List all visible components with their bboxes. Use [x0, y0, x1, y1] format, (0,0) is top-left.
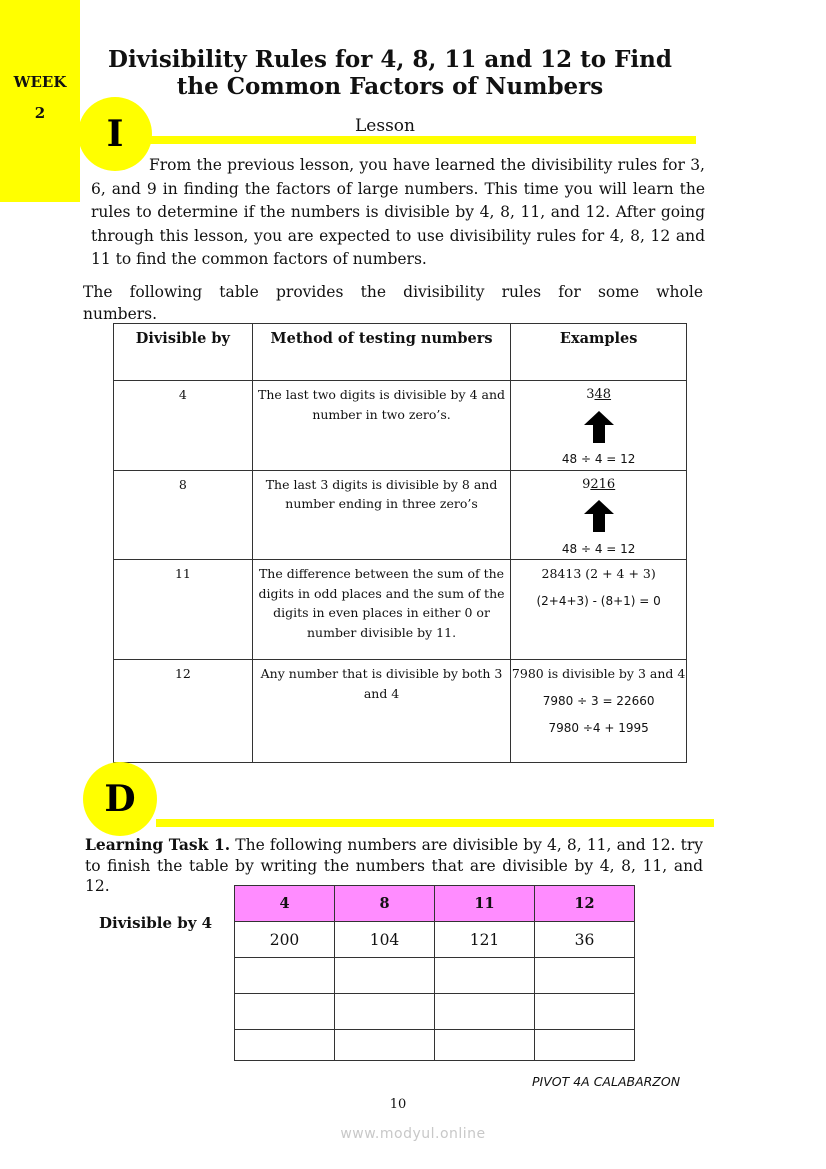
- rule-divisor: 12: [114, 660, 253, 763]
- rule-row-12: [114, 660, 687, 763]
- intro-paragraph-text: From the previous lesson, you have learned the divisibility rules for 3, 6, and 9 in finding the factors of large numbers. This time you will learn the rules to determine if the numbers is divisible by 4, 8, 11, and 12. After going through this lesson, you are expected to use divisibility rules for 4, 8, 12 and 11 to find the common factors of numbers.: [91, 156, 705, 268]
- divisible-row-label: Divisible by 4: [99, 914, 213, 932]
- header-divisible-by: Divisible by: [114, 324, 253, 381]
- example-calc: 48 ÷ 4 = 12: [561, 541, 636, 556]
- rule-row-11: [114, 560, 687, 660]
- title-line-2: the Common Factors of Numbers: [176, 73, 604, 100]
- task-header-12: 12: [535, 886, 635, 922]
- watermark: www.modyul.online: [340, 1126, 486, 1142]
- learning-task-text: The following numbers are divisible by 4, 8, 11, and 12. try to finish the table by writing the numbers that are divisible by 4, 8, 11, and 12.: [85, 836, 703, 895]
- task-cell-empty[interactable]: [535, 994, 635, 1030]
- example-line-2: 7980 ÷ 3 = 22660: [542, 693, 655, 708]
- task-cell-empty[interactable]: [235, 958, 335, 994]
- rule-method: The difference between the sum of the digits in odd places and the sum of the digits in even places in either 0 or number divisible by 11.: [252, 560, 510, 660]
- intro-paragraph: [91, 154, 705, 272]
- example-line-1: 28413 (2 + 4 + 3): [541, 566, 656, 581]
- rule-example: [511, 560, 687, 660]
- task-row-blank: [235, 994, 635, 1030]
- example-number: 348: [586, 387, 612, 402]
- up-arrow-icon: [584, 411, 614, 443]
- rule-method: The last two digits is divisible by 4 and number in two zero’s.: [252, 381, 510, 471]
- task-cell-empty[interactable]: [335, 1030, 435, 1061]
- task-header-row: [235, 886, 635, 922]
- example-line-3: 7980 ÷4 + 1995: [548, 721, 649, 735]
- rules-header-row: [114, 324, 687, 381]
- lesson-heading: Lesson: [355, 116, 415, 136]
- section-i-bar: [150, 136, 696, 144]
- week-label: WEEK: [13, 73, 67, 91]
- example-calc: 48 ÷ 4 = 12: [561, 452, 636, 466]
- rule-row-8: [114, 470, 687, 560]
- up-arrow-icon: [584, 500, 614, 532]
- task-cell: 121: [435, 922, 535, 958]
- rule-divisor: 8: [114, 470, 253, 560]
- task-cell-empty[interactable]: [235, 994, 335, 1030]
- rule-row-4: [114, 381, 687, 471]
- task-cell-empty[interactable]: [435, 1030, 535, 1061]
- example-number: 9216: [582, 476, 616, 492]
- week-number: 2: [34, 104, 46, 122]
- task-cell-empty[interactable]: [535, 1030, 635, 1061]
- task-cell-empty[interactable]: [235, 1030, 335, 1061]
- footer-source: PIVOT 4A CALABARZON: [532, 1074, 681, 1089]
- task-row-blank: [235, 1030, 635, 1061]
- example-line-2: (2+4+3) - (8+1) = 0: [536, 593, 661, 608]
- task-header-4: 4: [235, 886, 335, 922]
- section-i-badge: I: [78, 97, 152, 171]
- task-header-11: 11: [435, 886, 535, 922]
- task-cell-empty[interactable]: [535, 958, 635, 994]
- table-intro-line-1: The following table provides the divisibility rules for some whole: [83, 283, 703, 301]
- learning-task-title: Learning Task 1.: [85, 835, 231, 854]
- rule-divisor: 11: [114, 560, 253, 660]
- table-intro-line-2: numbers.: [83, 305, 158, 323]
- example-line-1: 7980 is divisible by 3 and 4: [511, 666, 686, 681]
- task-cell: 36: [535, 922, 635, 958]
- rule-example: [511, 381, 687, 471]
- task-cell-empty[interactable]: [435, 994, 535, 1030]
- task-row-blank: [235, 958, 635, 994]
- rule-method: The last 3 digits is divisible by 8 and number ending in three zero’s: [252, 470, 510, 560]
- divisibility-rules-table: [113, 323, 687, 763]
- task-row: [235, 922, 635, 958]
- rule-method: Any number that is divisible by both 3 and 4: [252, 660, 510, 763]
- week-tab: [0, 0, 80, 202]
- page-title: [90, 46, 690, 100]
- header-examples: Examples: [511, 324, 687, 381]
- rule-example: [511, 660, 687, 763]
- title-line-1: Divisibility Rules for 4, 8, 11 and 12 to Find: [108, 46, 672, 73]
- task-cell: 200: [235, 922, 335, 958]
- task-cell-empty[interactable]: [335, 958, 435, 994]
- header-method: Method of testing numbers: [252, 324, 510, 381]
- rule-divisor: 4: [114, 381, 253, 471]
- learning-task-table: [234, 885, 635, 1061]
- task-cell-empty[interactable]: [335, 994, 435, 1030]
- rule-example: [511, 470, 687, 560]
- section-d-bar: [156, 819, 714, 827]
- page-number: 10: [389, 1097, 407, 1112]
- task-header-8: 8: [335, 886, 435, 922]
- task-cell-empty[interactable]: [435, 958, 535, 994]
- task-cell: 104: [335, 922, 435, 958]
- section-d-badge: D: [83, 762, 157, 836]
